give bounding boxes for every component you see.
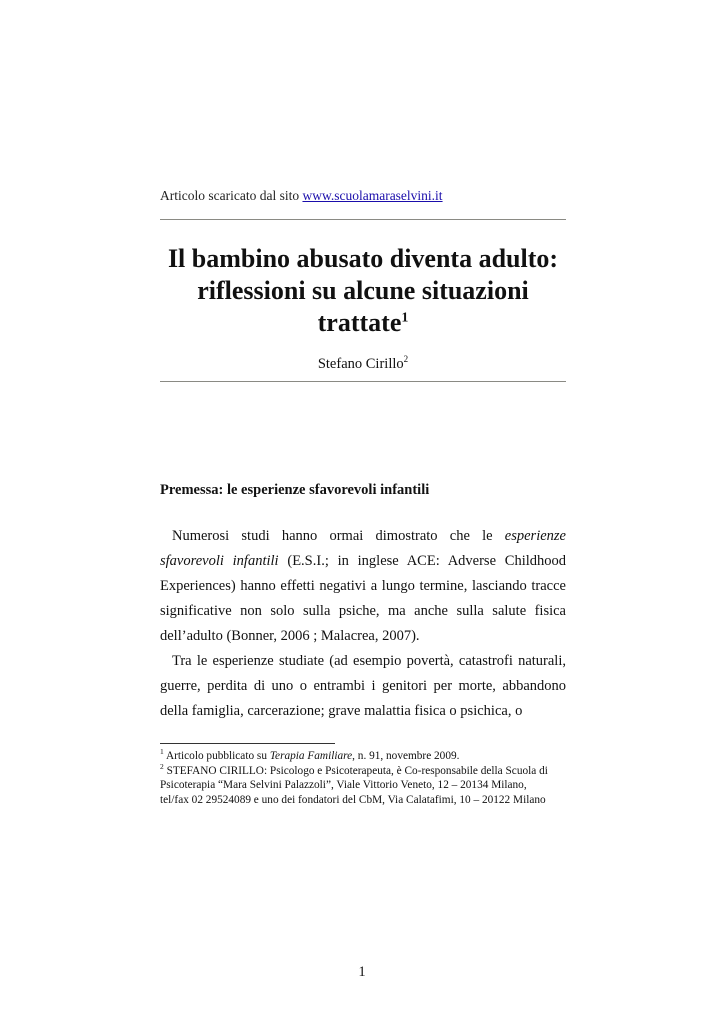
- footnote-2: [160, 761, 566, 808]
- section-heading: Premessa: le esperienze sfavorevoli infantili: [160, 482, 430, 498]
- author-name: Stefano Cirillo: [317, 356, 404, 372]
- article-title: [150, 243, 576, 339]
- source-line: [160, 188, 443, 204]
- paragraph-text: Numerosi studi hanno ormai dimostrato che le: [172, 528, 505, 544]
- footnote-text: , n. 91, novembre 2009.: [352, 750, 460, 762]
- article-title-text: Il bambino abusato diventa adulto: riflessioni su alcune situazioni trattate: [167, 244, 559, 337]
- footnotes: [160, 749, 566, 807]
- footnote-text: STEFANO CIRILLO: Psicologo e Psicoterapeuta, è Co-responsabile della Scuola di: [166, 764, 548, 777]
- paragraph: Tra le esperienze studiate (ad esempio povertà, catastrofi naturali, guerre, perdita di uno o entrambi i genitori per morte, abbandono della famiglia, carcerazione; grave malattia fisica o psichica, o: [160, 653, 566, 719]
- footnote-separator: [160, 743, 335, 744]
- paragraph: [160, 524, 566, 649]
- paragraph-text: (E.S.I.; in inglese ACE: Adverse Childhood Experiences) hanno effetti negativi a lungo termine, lasciando tracce significative non solo sulla psiche, ma anche sulla salute fisica dell’adulto (Bonner, 2006 ; Malacrea, 2007).: [160, 553, 567, 644]
- author-line: [160, 356, 566, 373]
- footnote-text: Psicoterapia “Mara Selvini Palazzoli”, Viale Vittorio Veneto, 12 – 20134 Milano,: [160, 779, 527, 791]
- footnote-number: 2: [160, 761, 164, 771]
- footnote-number: 1: [160, 747, 164, 757]
- source-prefix: Articolo scaricato dal sito: [160, 188, 303, 203]
- emphasis-text: esperienze sfavorevoli infantili: [160, 528, 566, 569]
- author-footnote-ref: 2: [403, 354, 409, 365]
- page-number: 1: [358, 964, 366, 980]
- footnote-text: tel/fax 02 29524089 e uno dei fondatori del CbM, Via Calatafimi, 10 – 20122 Milano: [160, 793, 546, 806]
- source-link[interactable]: www.scuolamaraselvini.it: [302, 188, 443, 203]
- header-divider: [160, 219, 566, 220]
- footnote-text: Articolo pubblicato su: [165, 750, 270, 762]
- title-divider: [160, 381, 566, 382]
- title-footnote-ref: 1: [401, 310, 409, 326]
- footnote-emphasis: Terapia Familiare: [269, 750, 353, 762]
- body-text: [160, 524, 566, 724]
- footnote-1: [160, 749, 566, 764]
